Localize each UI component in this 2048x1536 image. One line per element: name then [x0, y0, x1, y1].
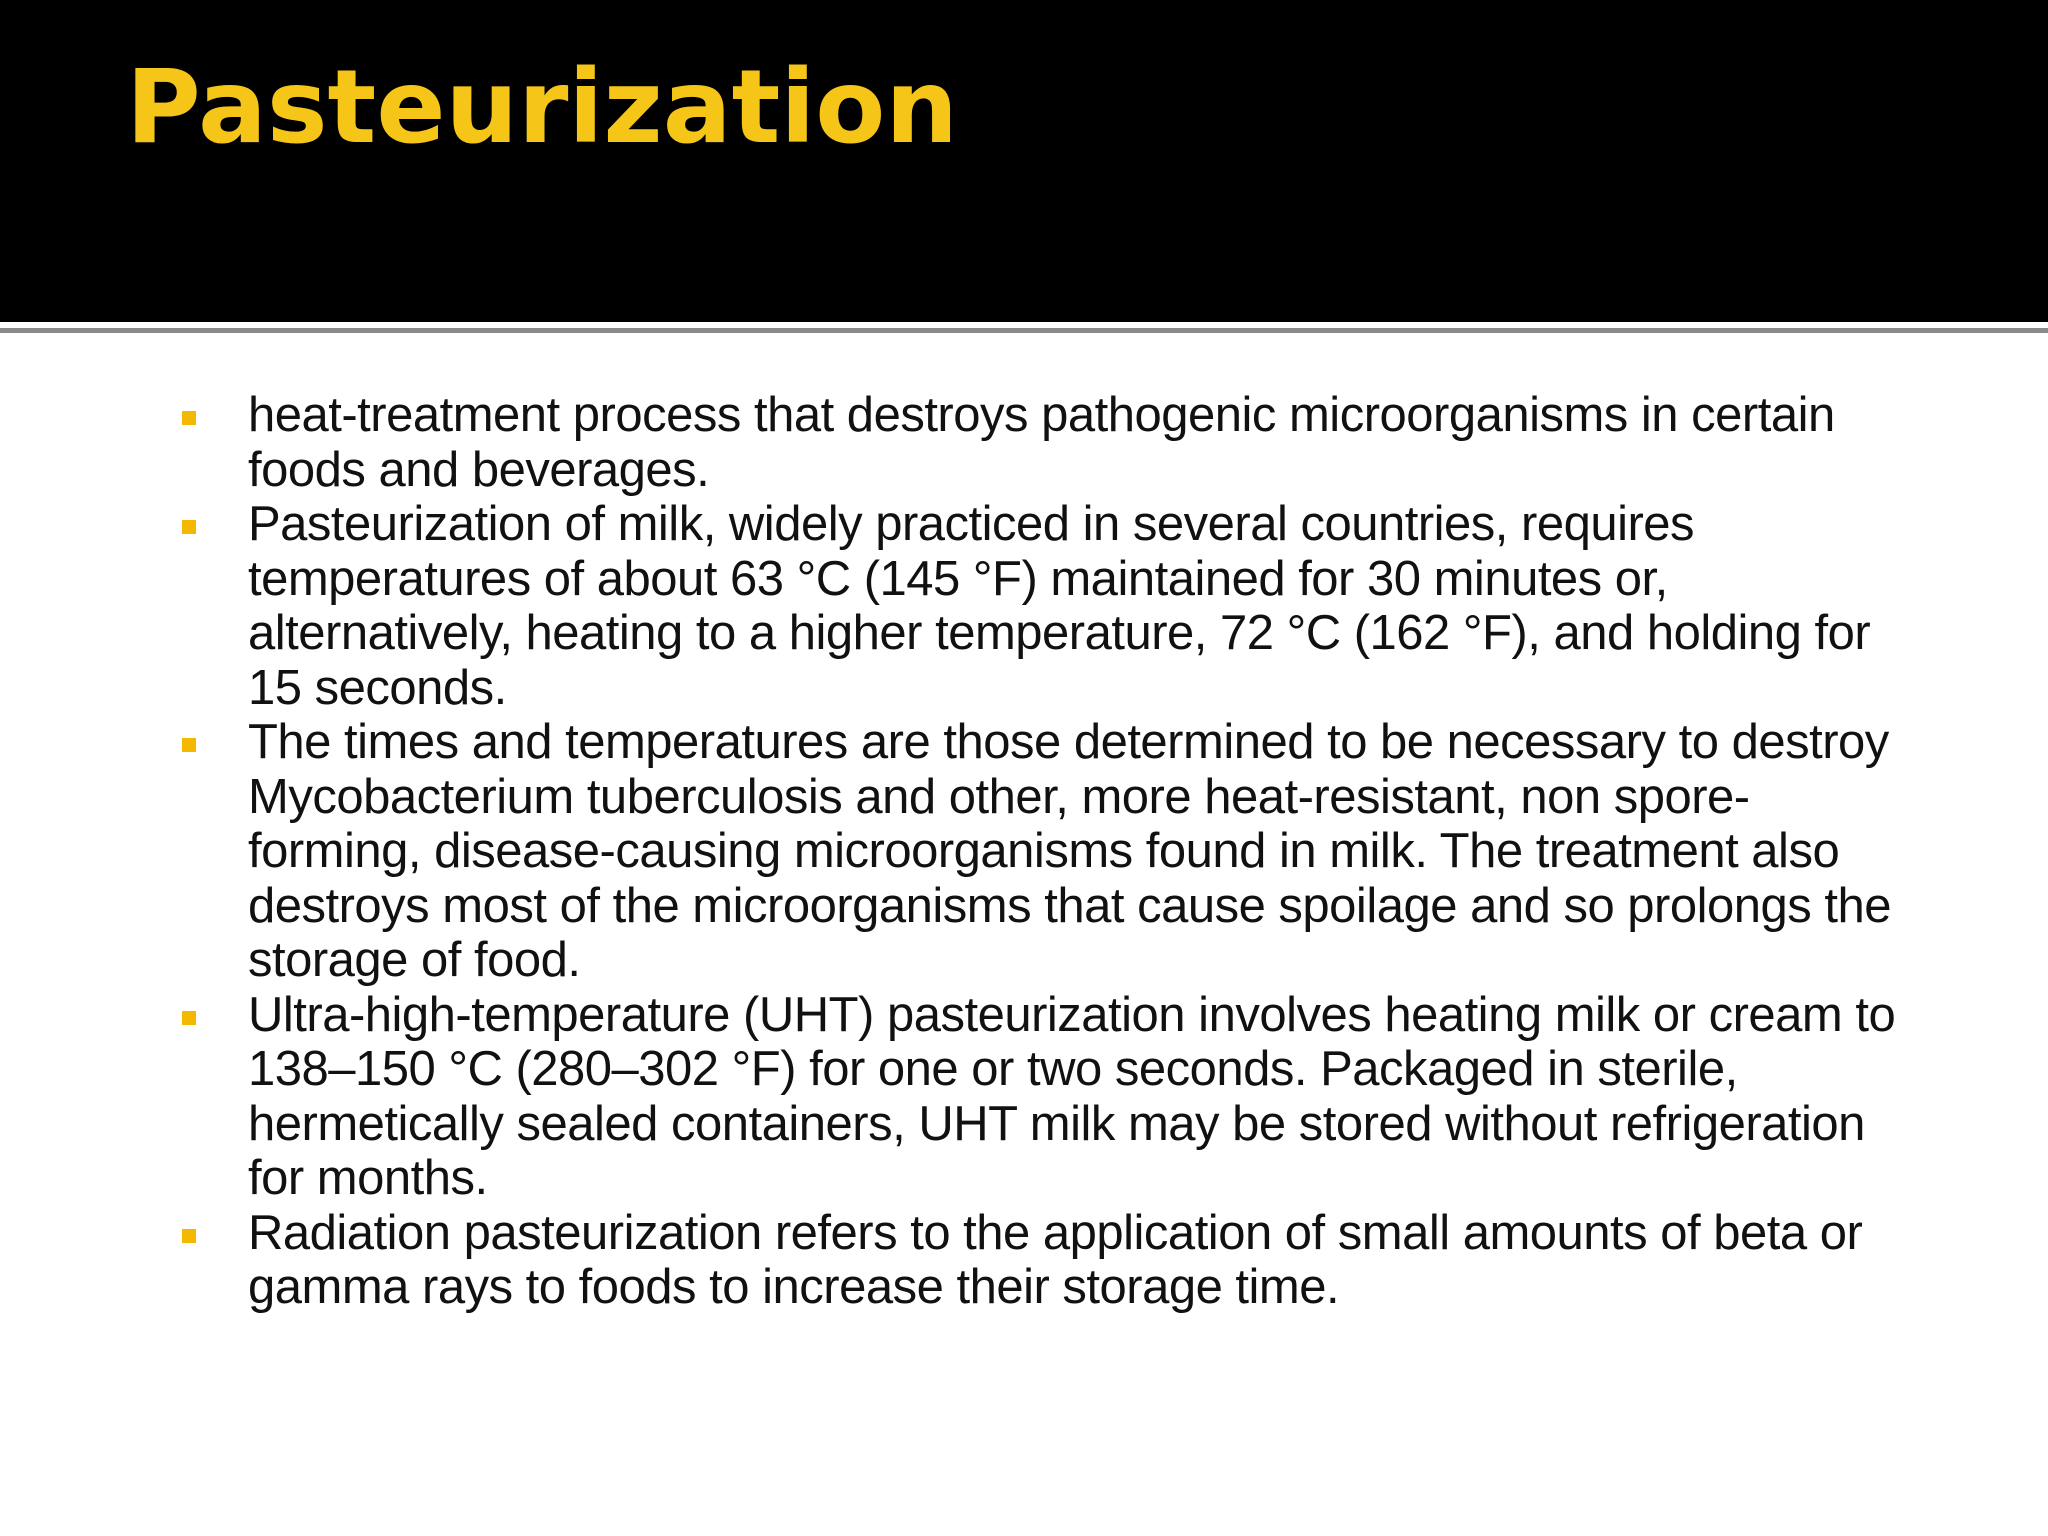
slide-title: Pasteurization — [126, 48, 958, 167]
square-bullet-icon — [182, 1229, 196, 1243]
square-bullet-icon — [182, 520, 196, 534]
bullet-text: Radiation pasteurization refers to the application of small amounts of beta or gamma rays to foods to increase their storage time. — [248, 1205, 1863, 1314]
bullet-text: Pasteurization of milk, widely practiced in several countries, requires temperatures of about 63 °C (145 °F) maintained for 30 minutes or, alternatively, heating to a higher temperature, 72 °C (162 °F), and holding for 15 seconds. — [248, 497, 1871, 715]
title-divider — [0, 328, 2048, 333]
bullet-item — [176, 497, 1916, 715]
bullet-text: The times and temperatures are those determined to be necessary to destroy Mycobacterium tuberculosis and other, more heat-resistant, non spore-forming, disease-causing microorganisms found in milk. The treatment also destroys most of the microorganisms that cause spoilage and so prolongs the storage of food. — [248, 715, 1891, 987]
square-bullet-icon — [182, 738, 196, 752]
bullet-item — [176, 715, 1916, 988]
bullet-item — [176, 1206, 1916, 1315]
bullet-list — [176, 388, 1916, 1315]
bullet-text: Ultra-high-temperature (UHT) pasteurization involves heating milk or cream to 138–150 °C (280–302 °F) for one or two seconds. Packaged in sterile, hermetically sealed containers, UHT milk may be stored without refrigeration for months. — [248, 987, 1896, 1205]
title-bar — [0, 0, 2048, 322]
bullet-item — [176, 988, 1916, 1206]
bullet-text: heat-treatment process that destroys pathogenic microorganisms in certain foods and beverages. — [248, 388, 1835, 497]
square-bullet-icon — [182, 1011, 196, 1025]
bullet-item — [176, 388, 1916, 497]
square-bullet-icon — [182, 411, 196, 425]
